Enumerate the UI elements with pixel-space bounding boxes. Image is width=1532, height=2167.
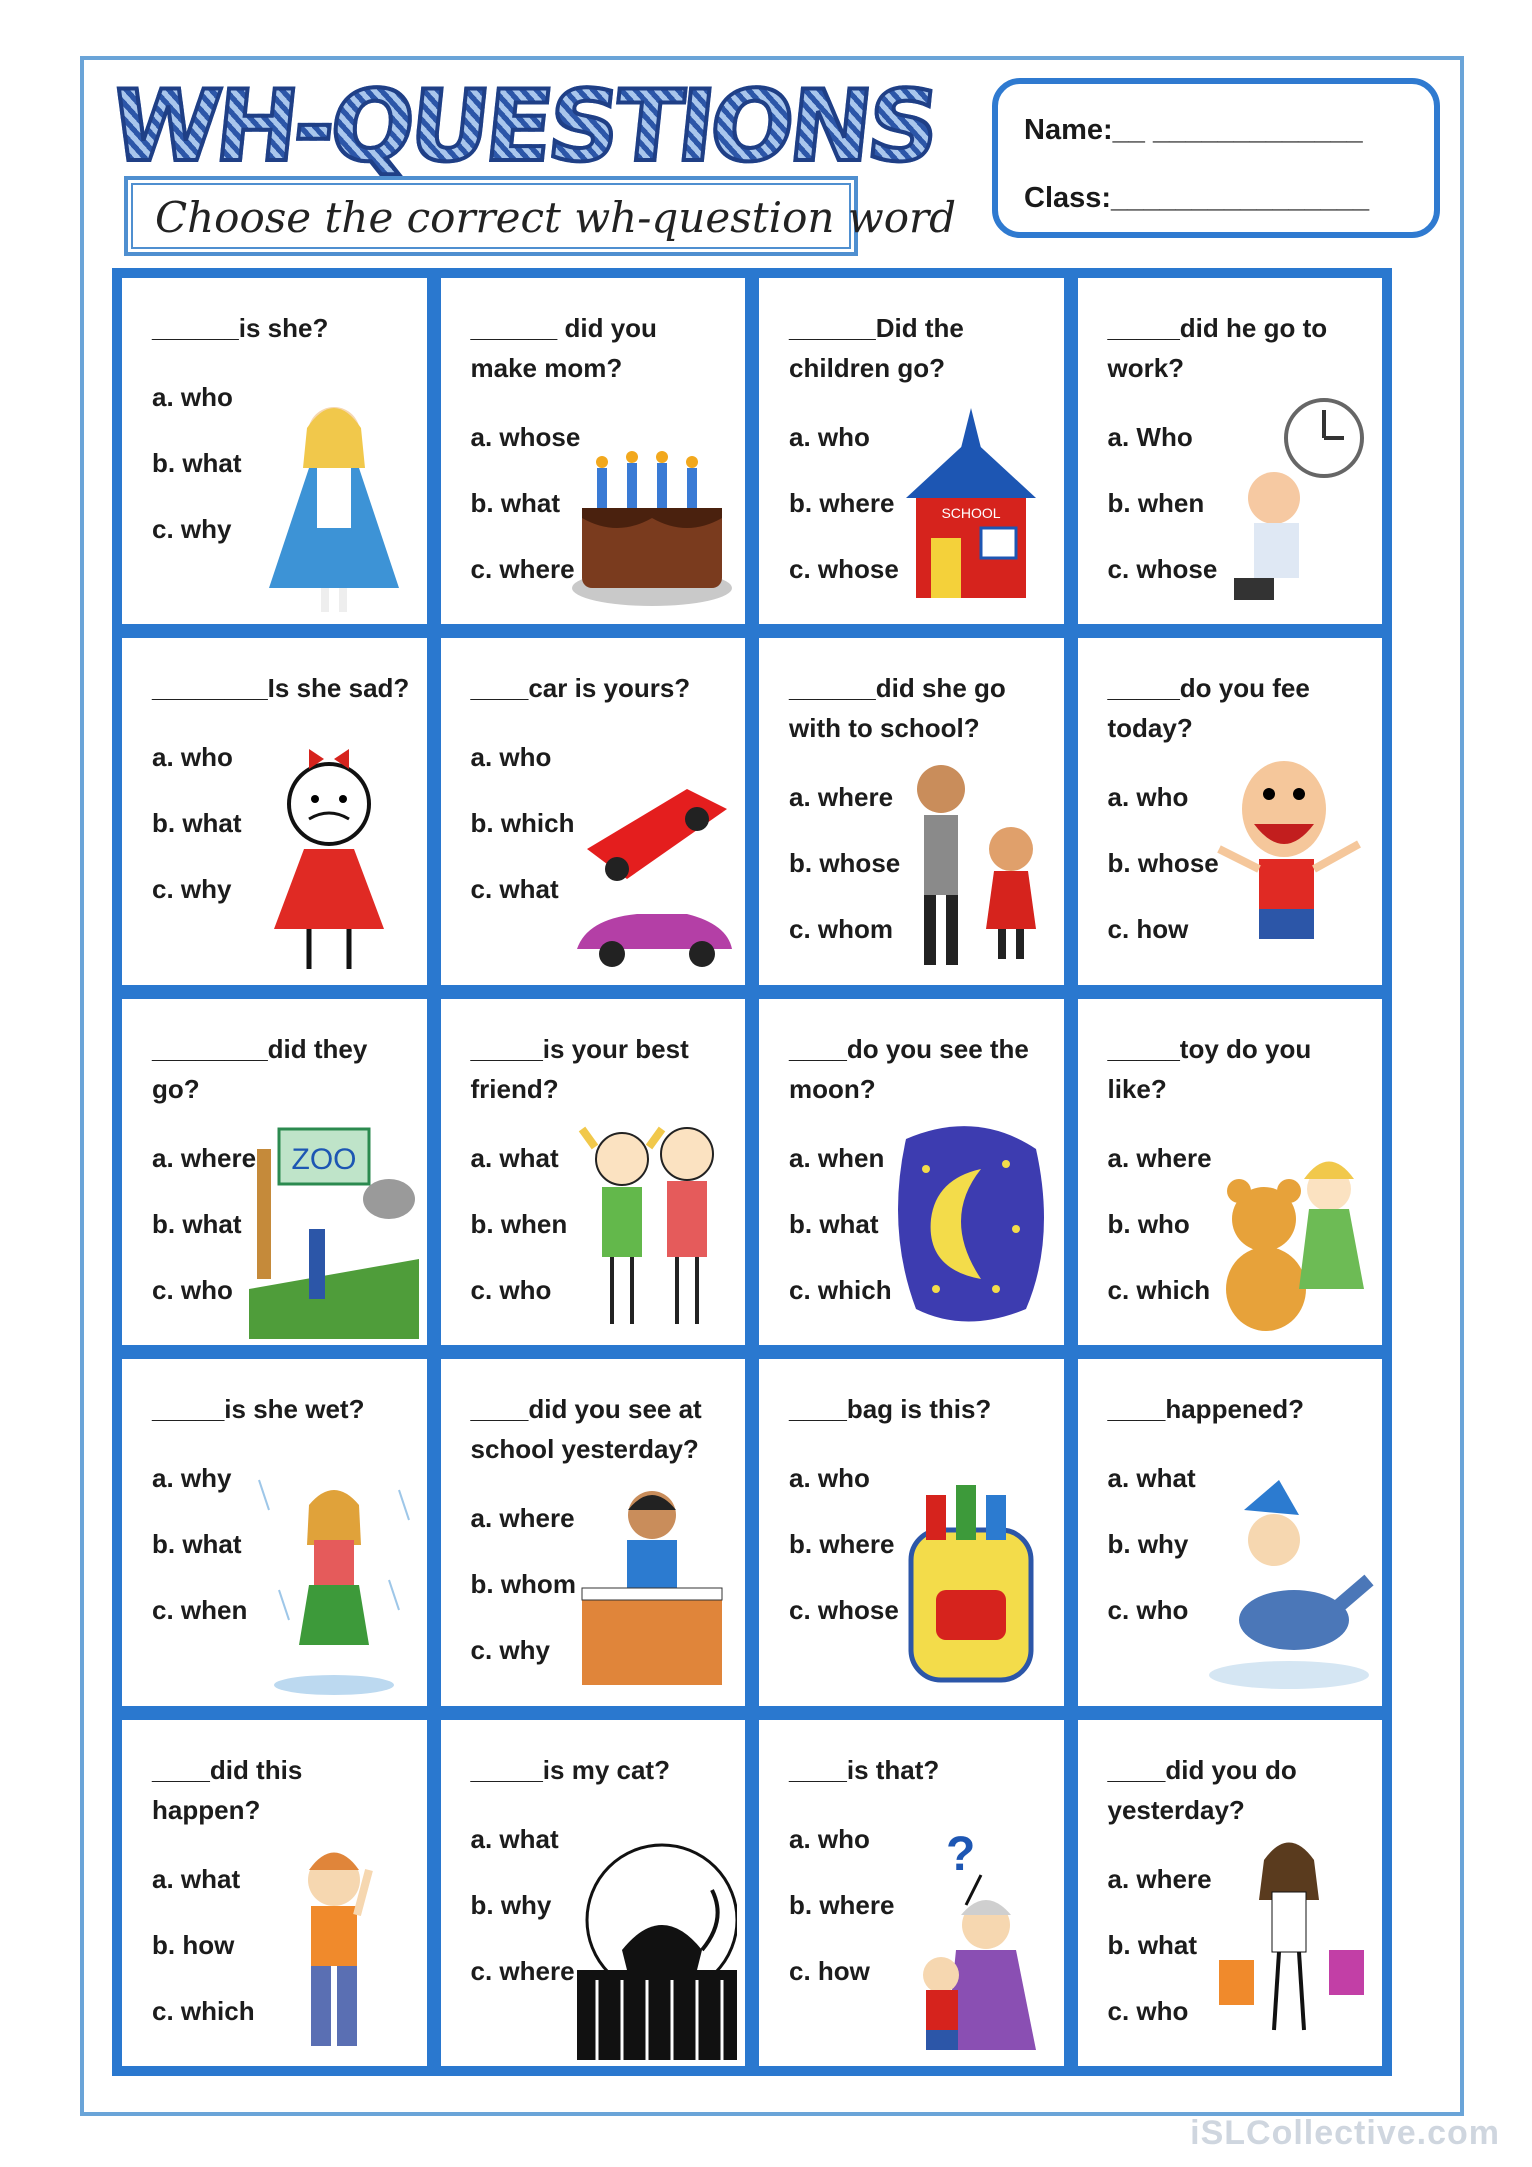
answer-options	[789, 1445, 1050, 1643]
answer-options	[152, 724, 413, 922]
question-text: _____do you fee today?	[1107, 673, 1310, 744]
answer-option[interactable]: b. what	[152, 1529, 242, 1560]
answer-option[interactable]: c. why	[152, 874, 232, 905]
question-text: ____happened?	[1107, 1394, 1305, 1425]
answer-option[interactable]: a. who	[152, 382, 233, 412]
answer-options	[1108, 1846, 1369, 2044]
answer-option[interactable]: a. where	[1107, 1142, 1212, 1173]
instruction-text: Choose the correct wh-question word	[131, 183, 851, 249]
question-text: _____did he go to work?	[1107, 313, 1328, 383]
answer-option[interactable]: a. who	[789, 1463, 870, 1494]
answer-option[interactable]: c. where	[470, 1955, 575, 1986]
answer-options	[789, 1806, 1050, 2004]
name-field[interactable]: Name:__ _____________	[1024, 114, 1363, 146]
answer-option[interactable]: b. where	[789, 1889, 895, 1920]
question-text: ______ did you make mom?	[470, 313, 657, 383]
answer-option[interactable]: b. which	[470, 808, 575, 839]
answer-option[interactable]: a. who	[789, 422, 870, 452]
answer-options	[152, 1846, 413, 2044]
question-text: ________did they go?	[152, 1033, 368, 1104]
class-field[interactable]: Class:________________	[1024, 182, 1370, 214]
question-card	[1078, 999, 1383, 1345]
answer-option[interactable]: c. what	[470, 874, 559, 905]
question-card	[1078, 638, 1383, 984]
answer-option[interactable]: c. how	[789, 1955, 870, 1986]
question-card	[122, 638, 427, 984]
answer-options	[152, 1445, 413, 1643]
question-text: ____did you do yesterday?	[1107, 1754, 1297, 1825]
answer-option[interactable]: a. what	[470, 1823, 559, 1854]
question-card	[441, 278, 746, 624]
answer-option[interactable]: a. who	[1107, 782, 1189, 813]
question-card	[1078, 1359, 1383, 1705]
answer-option[interactable]: b. when	[470, 1208, 568, 1239]
question-text: _____is your best friend?	[470, 1033, 689, 1104]
answer-option[interactable]: a. who	[470, 742, 552, 773]
answer-option[interactable]: a. where	[789, 782, 894, 813]
answer-option[interactable]: b. when	[1107, 488, 1205, 518]
svg-text:SCHOOL: SCHOOL	[940, 505, 1001, 522]
question-text: ____do you see the moon?	[789, 1033, 1029, 1104]
answer-option[interactable]: c. whose	[789, 1595, 899, 1626]
answer-option[interactable]: b. why	[1107, 1529, 1189, 1560]
answer-option[interactable]: b. how	[152, 1929, 235, 1960]
answer-option[interactable]: b. why	[470, 1889, 552, 1920]
answer-option[interactable]: c. whose	[1107, 554, 1218, 584]
answer-option[interactable]: c. who	[470, 1274, 552, 1305]
answer-option[interactable]: b. whom	[470, 1569, 576, 1600]
question-card	[759, 1359, 1064, 1705]
answer-option[interactable]: c. who	[152, 1274, 233, 1305]
answer-option[interactable]: a. Who	[1107, 422, 1193, 452]
answer-option[interactable]: b. what	[789, 1208, 879, 1239]
answer-option[interactable]: a. where	[152, 1142, 257, 1173]
question-card	[759, 278, 1064, 624]
question-text: ____did you see at school yesterday?	[470, 1394, 702, 1465]
question-card	[122, 999, 427, 1345]
answer-option[interactable]: c. which	[152, 1995, 255, 2026]
watermark-text: iSLCollective.com	[1190, 2114, 1500, 2152]
answer-option[interactable]: a. when	[789, 1142, 885, 1173]
answer-option[interactable]: b. whose	[1107, 848, 1219, 879]
answer-option[interactable]: a. what	[470, 1142, 559, 1173]
answer-option[interactable]: c. whose	[789, 554, 899, 584]
question-text: _____toy do you like?	[1107, 1033, 1312, 1104]
question-card	[1078, 278, 1383, 624]
question-card	[759, 1720, 1064, 2066]
answer-option[interactable]: c. who	[1107, 1595, 1189, 1626]
worksheet-title: WH-QUESTIONS	[106, 72, 978, 182]
question-text: ______is she?	[152, 313, 329, 343]
answer-option[interactable]: b. what	[152, 1208, 242, 1239]
answer-option[interactable]: c. why	[152, 514, 232, 544]
question-text: ______did she go with to school?	[789, 673, 1006, 744]
answer-options	[789, 404, 1050, 602]
svg-text:?: ?	[945, 1829, 975, 1881]
name-class-box	[992, 78, 1440, 238]
answer-option[interactable]: c. who	[1107, 1995, 1189, 2026]
question-card	[759, 999, 1064, 1345]
answer-option[interactable]: a. whose	[470, 422, 581, 452]
answer-option[interactable]: b. where	[789, 488, 895, 518]
instruction-box	[124, 176, 956, 256]
answer-option[interactable]: b. where	[789, 1529, 895, 1560]
answer-option[interactable]: b. what	[152, 808, 242, 839]
answer-option[interactable]: a. who	[152, 742, 233, 773]
answer-options	[1108, 1445, 1369, 1643]
question-text: ____car is yours?	[470, 673, 691, 704]
answer-option[interactable]: c. which	[789, 1274, 892, 1305]
question-card	[1078, 1720, 1383, 2066]
question-card	[122, 1720, 427, 2066]
question-text: ____is that?	[789, 1754, 940, 1785]
answer-option[interactable]: c. where	[470, 554, 575, 584]
answer-option[interactable]: a. where	[470, 1503, 575, 1534]
answer-options	[471, 404, 732, 602]
question-card	[122, 1359, 427, 1705]
answer-option[interactable]: c. why	[470, 1635, 550, 1666]
answer-option[interactable]: c. whom	[789, 914, 894, 945]
question-text: _____is she wet?	[152, 1394, 365, 1425]
answer-option[interactable]: b. whose	[789, 848, 901, 879]
answer-options	[789, 764, 1050, 962]
answer-options	[152, 364, 413, 562]
question-card	[441, 638, 746, 984]
answer-options	[471, 1806, 732, 2004]
answer-option[interactable]: a. who	[789, 1823, 870, 1854]
answer-option[interactable]: b. what	[152, 448, 242, 478]
answer-option[interactable]: c. which	[1107, 1274, 1211, 1305]
answer-option[interactable]: a. what	[152, 1863, 241, 1894]
question-grid	[112, 268, 1392, 2076]
question-card	[441, 1720, 746, 2066]
answer-options	[471, 1125, 732, 1323]
question-card	[122, 278, 427, 624]
answer-options	[1108, 1125, 1369, 1323]
answer-option[interactable]: a. where	[1107, 1863, 1212, 1894]
answer-option[interactable]: a. why	[152, 1463, 232, 1494]
answer-options	[789, 1125, 1050, 1323]
answer-options	[1108, 764, 1369, 962]
answer-options	[152, 1125, 413, 1323]
question-text: ____did this happen?	[152, 1754, 303, 1825]
answer-options	[1108, 404, 1369, 602]
question-card	[759, 638, 1064, 984]
answer-option[interactable]: b. what	[470, 488, 561, 518]
answer-option[interactable]: b. what	[1107, 1929, 1198, 1960]
question-text: ________Is she sad?	[152, 673, 410, 704]
answer-option[interactable]: c. when	[152, 1595, 248, 1626]
question-text: ______Did the children go?	[789, 313, 964, 383]
question-text: ____bag is this?	[789, 1394, 992, 1425]
answer-option[interactable]: a. what	[1107, 1463, 1196, 1494]
answer-option[interactable]: b. who	[1107, 1208, 1190, 1239]
answer-options	[471, 1485, 732, 1683]
question-card	[441, 999, 746, 1345]
answer-option[interactable]: c. how	[1107, 914, 1189, 945]
answer-options	[471, 724, 732, 922]
svg-text:ZOO: ZOO	[291, 1143, 356, 1177]
question-card	[441, 1359, 746, 1705]
question-text: _____is my cat?	[470, 1754, 670, 1785]
